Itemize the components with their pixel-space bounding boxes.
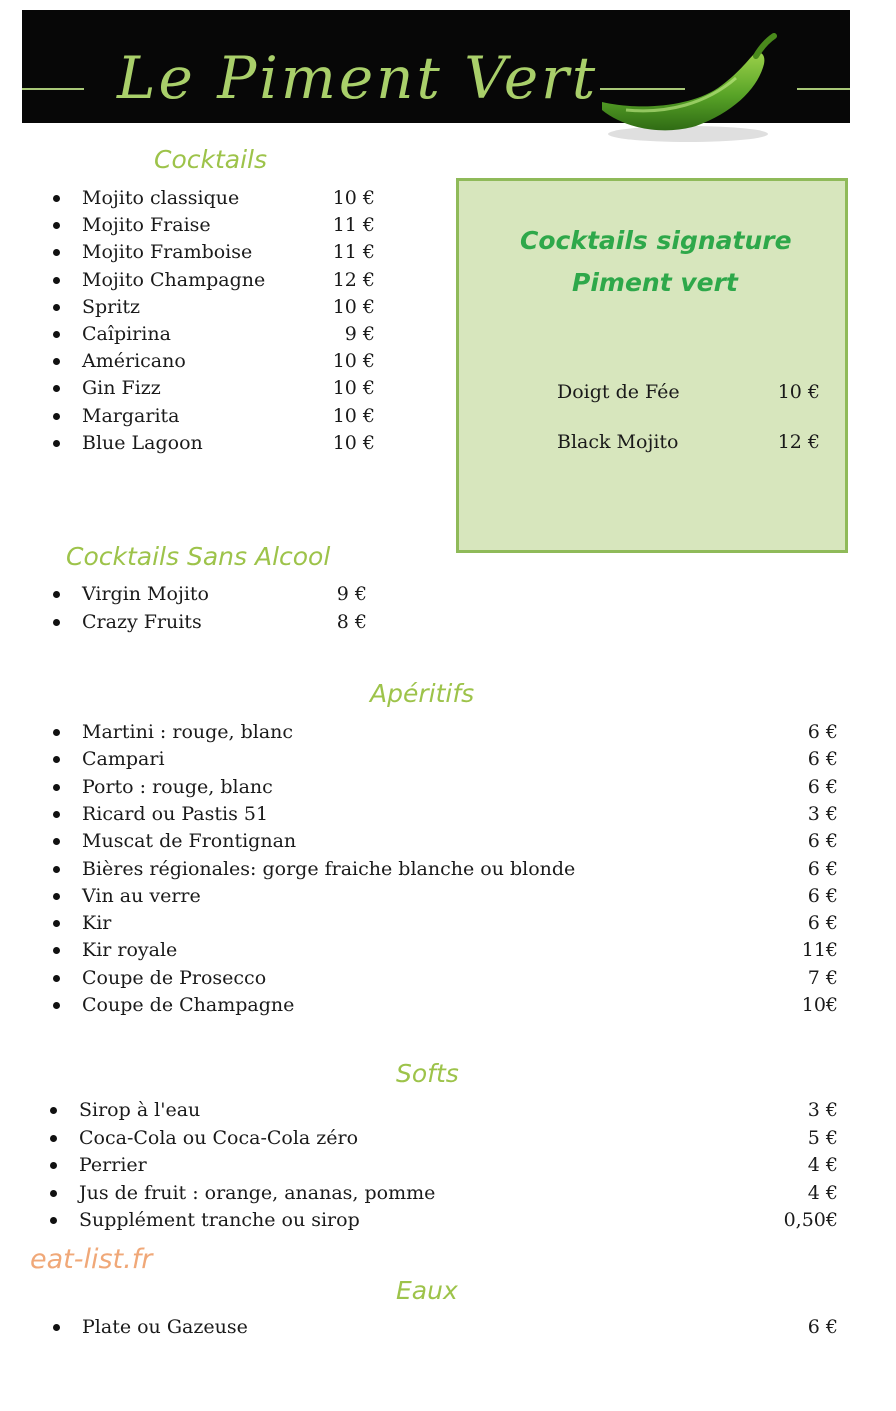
- list-bullet: [53, 975, 60, 982]
- list-bullet: [53, 277, 60, 284]
- list-bullet: [53, 811, 60, 818]
- restaurant-title: Le Piment Vert: [117, 44, 599, 112]
- menu-item-price: 9 €: [344, 323, 375, 345]
- menu-item-price: 0,50€: [783, 1209, 838, 1231]
- menu-item-price: 10 €: [332, 431, 375, 454]
- menu-item-name: Martini : rouge, blanc: [82, 721, 294, 743]
- signature-item-price: 10 €: [777, 381, 820, 403]
- menu-item-price: 10 €: [332, 295, 375, 318]
- menu-item-name: Perrier: [79, 1154, 147, 1176]
- menu-item-name: Coupe de Champagne: [82, 994, 295, 1016]
- menu-item-name: Kir: [82, 912, 112, 935]
- menu-item-name: Vin au verre: [82, 884, 201, 907]
- menu-item-price: 5 €: [807, 1126, 838, 1149]
- menu-item-price: 6 €: [807, 775, 838, 798]
- menu-item-price: 6 €: [807, 830, 838, 853]
- menu-item-price: 6 €: [807, 721, 838, 743]
- list-bullet: [53, 947, 60, 954]
- menu-item-price: 9 €: [336, 583, 367, 605]
- menu-item-price: 4 €: [807, 1181, 838, 1204]
- list-bullet: [53, 619, 60, 626]
- list-bullet: [50, 1135, 57, 1142]
- menu-item-price: 6 €: [807, 748, 838, 771]
- menu-item-name: Ricard ou Pastis 51: [82, 802, 269, 825]
- menu-item-name: Plate ou Gazeuse: [82, 1316, 248, 1338]
- list-bullet: [53, 756, 60, 763]
- menu-item-name: Virgin Mojito: [82, 583, 209, 605]
- menu-item-name: Crazy Fruits: [82, 611, 202, 633]
- menu-item-name: Jus de fruit : orange, ananas, pomme: [79, 1181, 436, 1204]
- section-title-eaux: Eaux: [396, 1276, 458, 1305]
- menu-item-name: Sirop à l'eau: [79, 1099, 201, 1121]
- menu-item-price: 3 €: [807, 1099, 838, 1121]
- menu-item-price: 3 €: [807, 802, 838, 825]
- banner-rule-left: [22, 88, 84, 90]
- menu-item-name: Kir royale: [82, 939, 178, 962]
- list-bullet: [50, 1190, 57, 1197]
- list-bullet: [53, 249, 60, 256]
- menu-item-price: 4 €: [807, 1154, 838, 1176]
- list-bullet: [53, 838, 60, 845]
- list-bullet: [53, 331, 60, 338]
- list-bullet: [53, 893, 60, 900]
- menu-item-name: Mojito classique: [82, 187, 240, 209]
- menu-item-name: Gin Fizz: [82, 377, 161, 400]
- menu-item-name: Mojito Framboise: [82, 241, 253, 264]
- menu-item-price: 6 €: [807, 857, 838, 880]
- watermark-text: eat-list.fr: [30, 1244, 153, 1275]
- list-bullet: [53, 304, 60, 311]
- green-pepper-icon: [596, 30, 786, 148]
- menu-item-name: Bières régionales: gorge fraiche blanche ou blonde: [82, 857, 576, 880]
- menu-item-name: Blue Lagoon: [82, 431, 203, 454]
- menu-item-price: 10 €: [332, 377, 375, 400]
- list-bullet: [53, 729, 60, 736]
- list-bullet: [53, 385, 60, 392]
- section-title-sans-alcool: Cocktails Sans Alcool: [66, 542, 331, 571]
- menu-item-price: 10 €: [332, 404, 375, 427]
- list-bullet: [50, 1107, 57, 1114]
- section-title-cocktails: Cocktails: [154, 145, 268, 174]
- list-bullet: [50, 1162, 57, 1169]
- menu-item-price: 10 €: [332, 350, 375, 373]
- list-bullet: [53, 1002, 60, 1009]
- list-bullet: [53, 784, 60, 791]
- list-bullet: [53, 1324, 60, 1331]
- menu-item-name: Porto : rouge, blanc: [82, 775, 273, 798]
- menu-item-name: Coupe de Prosecco: [82, 966, 267, 989]
- menu-item-price: 10 €: [332, 187, 375, 209]
- section-title-softs: Softs: [396, 1059, 459, 1088]
- signature-item-name: Doigt de Fée: [557, 381, 680, 403]
- list-bullet: [53, 358, 60, 365]
- list-bullet: [53, 195, 60, 202]
- signature-item-name: Black Mojito: [557, 431, 679, 453]
- menu-item-name: Margarita: [82, 404, 180, 427]
- list-bullet: [53, 222, 60, 229]
- list-bullet: [53, 413, 60, 420]
- list-bullet: [53, 591, 60, 598]
- menu-item-price: 12 €: [332, 268, 375, 291]
- list-bullet: [53, 920, 60, 927]
- signature-title-line1: Cocktails signature: [520, 226, 792, 255]
- menu-item-name: Coca-Cola ou Coca-Cola zéro: [79, 1126, 359, 1149]
- list-bullet: [53, 866, 60, 873]
- menu-item-price: 6 €: [807, 912, 838, 935]
- menu-item-price: 11 €: [332, 241, 375, 264]
- menu-item-price: 8 €: [336, 611, 367, 633]
- section-title-aperitifs: Apéritifs: [370, 679, 475, 708]
- menu-item-price: 11€: [801, 939, 838, 962]
- menu-item-name: Campari: [82, 748, 165, 771]
- menu-item-price: 11 €: [332, 214, 375, 237]
- list-bullet: [50, 1217, 57, 1224]
- menu-item-name: Mojito Fraise: [82, 214, 211, 237]
- menu-item-name: Spritz: [82, 295, 140, 318]
- menu-item-price: 10€: [801, 994, 838, 1016]
- list-bullet: [53, 440, 60, 447]
- signature-item-price: 12 €: [777, 431, 820, 453]
- menu-item-name: Muscat de Frontignan: [82, 830, 297, 853]
- menu-item-price: 6 €: [807, 884, 838, 907]
- menu-item-price: 6 €: [807, 1316, 838, 1338]
- menu-item-name: Mojito Champagne: [82, 268, 266, 291]
- menu-item-name: Caîpirina: [82, 323, 171, 345]
- menu-item-name: Américano: [82, 350, 186, 373]
- menu-item-name: Supplément tranche ou sirop: [79, 1209, 360, 1231]
- signature-title-line2: Piment vert: [572, 268, 738, 297]
- menu-item-price: 7 €: [807, 966, 838, 989]
- banner-rule-right: [797, 88, 850, 90]
